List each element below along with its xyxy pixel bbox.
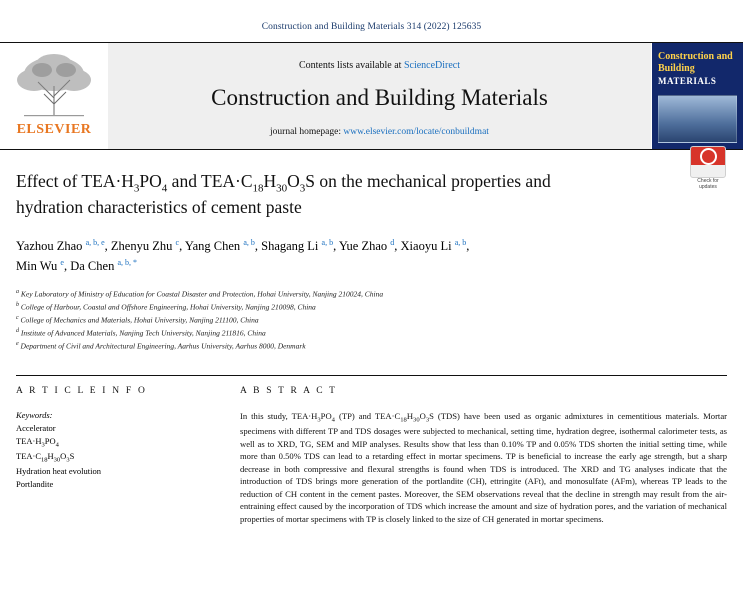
sciencedirect-link[interactable]: ScienceDirect [403, 59, 461, 71]
running-head: Construction and Building Materials 314 (2022) 125635 [261, 22, 482, 32]
keywords-label: Keywords: [16, 409, 53, 420]
affiliations [0, 276, 743, 352]
article-title-line-1: Effect of $TEA\cdot H_3PO_4$ and $TEA\cdot C_{18}H_{30}O_3S$ on the mechanical properties and [16, 171, 551, 195]
article-title-line-2: hydration characteristics of cement paste [16, 197, 302, 218]
keywords-list [16, 422, 204, 491]
cover-title: Construction and Building [658, 51, 733, 74]
journal-title: Construction and Building Materials [211, 84, 548, 110]
journal-masthead [0, 42, 743, 150]
elsevier-logo [0, 43, 108, 149]
abstract-heading: A B S T R A C T [240, 385, 338, 396]
contents-line [299, 60, 460, 71]
keyword-item: Hydration heat evolution [16, 466, 101, 477]
abstract-text: In this study, $TEA\cdot H_3PO_4$ (TP) and $TEA\cdot C_{18}H_{30}O_3S$ (TDS) have been used as organic admixtures in cementitious materials. Mortar specimens with different TP and TDS dosages were subjected to mechanical, setting time, hydration degree, isothermal calorimeter tests, as well as to XRD, TG, SEM and MIP analyses. Results show that less than 0.10% TP and 0.05% TDS shorten the initial setting time, while more than 0.50% TDS can lead to a retarding effect in mortar specimens. TP is beneficial to increase the early age strength, but a sharp decrease in both compressive and flexural strengths is found when TDS is introduced. The XRD and TG analyses indicate that the introduction of TDS brings more generation of the portlandite (CH), ettringite (AFt), and monosulfate (AFm), whereas TP leads to the reduction of CH content in the cement pastes. Moreover, the SEM observations reveal that the decline in strength may result from the air-entraining effect caused by the incorporation of TDS which increase the amount and size of hydration pores, and the variation of mechanical properties of mortar specimens with TP is closely linked to the size of CH generated in mortar specimens. [240, 410, 727, 524]
keyword-item: $TEA\cdot H_3PO_4$ [16, 435, 59, 449]
contents-prefix: Contents lists available at [298, 59, 404, 71]
elsevier-tree-icon [4, 46, 104, 124]
affiliation-item: $^a$ Key Laboratory of Ministry of Education for Coastal Disaster and Protection, Hohai University, Nanjing 210024, China [16, 289, 384, 299]
title-area [0, 150, 743, 219]
article-info-heading: A R T I C L E I N F O [16, 385, 148, 396]
keyword-item: $TEA\cdot C_{18}H_{30}O_3S$ [16, 451, 75, 464]
page-title [16, 170, 656, 219]
elsevier-wordmark: ELSEVIER [16, 122, 92, 137]
keyword-item: Portlandite [16, 479, 54, 490]
author-line-1: Yazhou Zhao $^{a, b, e}$, Zhenyu Zhu $^c$, Yang Chen $^{a, b}$, Shagang Li $^{a, b}$, Yue Zhao $^d$, Xiaoyu Li $^{a, b}$, [16, 238, 470, 254]
affiliation-item: $^b$ College of Harbour, Coastal and Offshore Engineering, Hohai University, Nanjing 210098, China [16, 302, 316, 312]
affiliation-item: $^d$ Institute of Advanced Materials, Nanjing Tech University, Nanjing 211816, China [16, 328, 266, 338]
abstract-column [222, 386, 727, 526]
article-info-column [16, 386, 222, 526]
cover-subtitle: MATERIALS [658, 76, 717, 86]
cover-image [658, 95, 737, 143]
journal-cover-thumbnail [651, 43, 743, 149]
author-line-2: Min Wu $^e$, Da Chen $^{a, b, *}$ [16, 257, 138, 274]
masthead-center [108, 43, 651, 149]
crossmark-icon [690, 146, 726, 178]
author-list [0, 219, 692, 276]
crossmark-label: Check for updates [697, 178, 719, 190]
homepage-prefix: journal homepage: [270, 126, 344, 137]
crossmark-badge[interactable] [689, 146, 727, 190]
affiliation-item: $^c$ College of Mechanics and Materials, Hohai University, Nanjing 211100, China [16, 315, 259, 325]
keyword-item: Accelerator [16, 422, 56, 433]
homepage-line [270, 127, 489, 137]
journal-homepage-link[interactable]: www.elsevier.com/locate/conbuildmat [343, 126, 489, 137]
affiliation-item: $^e$ Department of Civil and Architectural Engineering, Aarhus University, Aarhus 8000, Denmark [16, 340, 306, 351]
info-abstract-row [16, 375, 727, 526]
